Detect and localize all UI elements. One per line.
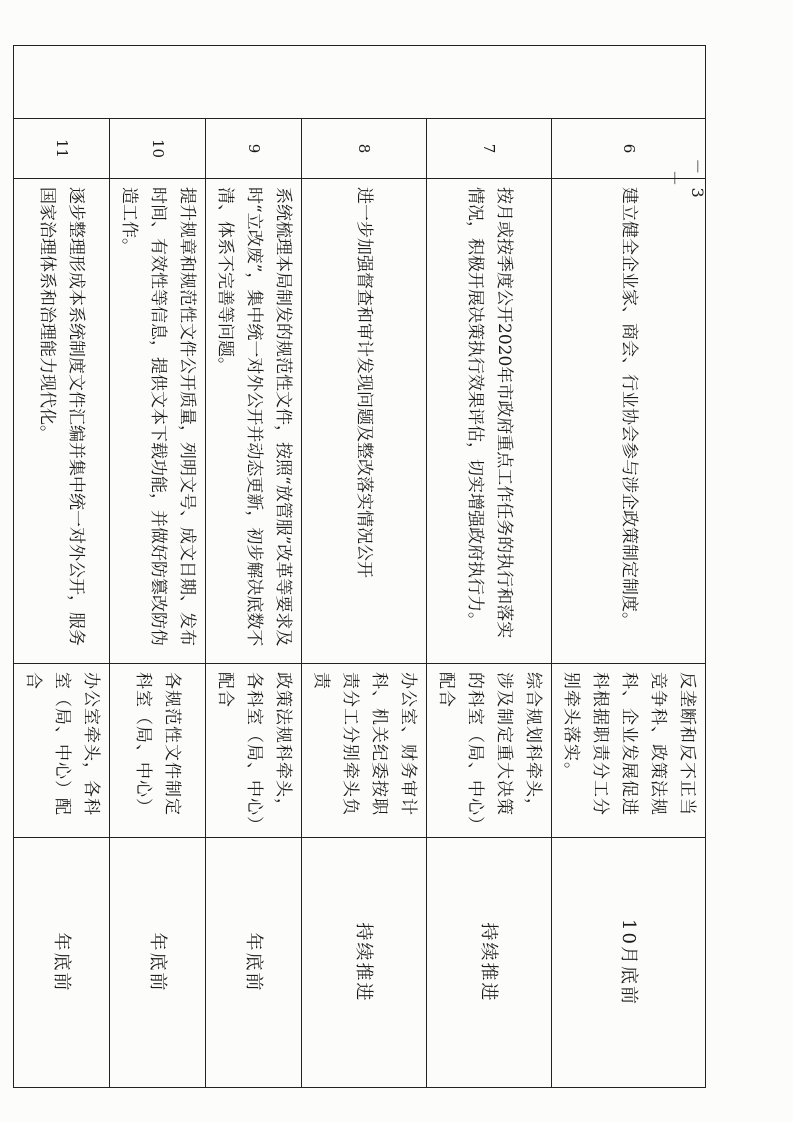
task-table — [13, 45, 706, 1088]
responsible-unit: 反垄断和反不正当竞争科、政策法规科、企业发展促进科根据职责分工分别牵头落实。 — [552, 664, 706, 838]
deadline: 持续推进 — [302, 838, 427, 1088]
deadline: 持续推进 — [427, 838, 552, 1088]
row-number: 9 — [206, 119, 302, 179]
table-row — [110, 46, 206, 1088]
task-description: 进一步加强督查和审计发现问题及整改落实情况公开 — [302, 179, 427, 664]
blank-category-cell — [14, 46, 706, 119]
deadline: 10月底前 — [552, 838, 706, 1088]
table-row — [206, 46, 302, 1088]
row-number: 10 — [110, 119, 206, 179]
responsible-unit: 政策法规科牵头，各科室（局、中心）配合 — [206, 664, 302, 838]
responsible-unit: 办公室、财务审计科、机关纪委按职责分工分别牵头负责 — [302, 664, 427, 838]
page-number: － 3 － — [665, 158, 707, 202]
responsible-unit: 综合规划科牵头，涉及制定重大决策的科室（局、中心）配合 — [427, 664, 552, 838]
row-number: 11 — [14, 119, 110, 179]
task-description: 建立健全企业家、商会、行业协会参与涉企政策制定制度。 — [552, 179, 706, 664]
deadline: 年底前 — [14, 838, 110, 1088]
row-number: 7 — [427, 119, 552, 179]
table-row — [552, 46, 706, 1088]
deadline: 年底前 — [206, 838, 302, 1088]
task-description: 系统梳理本局制发的规范性文件，按照“放管服”改革等要求及时“立改废”，集中统一对外公开并动态更新，初步解决底数不清、体系不完善等问题。 — [206, 179, 302, 664]
table-container — [23, 45, 706, 1087]
task-description: 提升规章和规范性文件公开质量，列明文号、成文日期、发布时间、有效性等信息，提供文本下载功能，并做好防篡改防伪造工作。 — [110, 179, 206, 664]
table-row — [14, 46, 110, 1088]
table-row — [427, 46, 552, 1088]
row-number: 8 — [302, 119, 427, 179]
task-description: 按月或按季度公开2020年市政府重点工作任务的执行和落实情况，积极开展决策执行效果评估，切实增强政府执行力。 — [427, 179, 552, 664]
task-description: 逐步整理形成本系统制度文件汇编并集中统一对外公开，服务国家治理体系和治理能力现代化。 — [14, 179, 110, 664]
responsible-unit: 办公室牵头，各科室（局、中心）配合 — [14, 664, 110, 838]
row-number: 6 — [552, 119, 706, 179]
table-row — [302, 46, 427, 1088]
responsible-unit: 各规范性文件制定科室（局、中心） — [110, 664, 206, 838]
deadline: 年底前 — [110, 838, 206, 1088]
rotated-table-frame — [23, 45, 706, 1087]
